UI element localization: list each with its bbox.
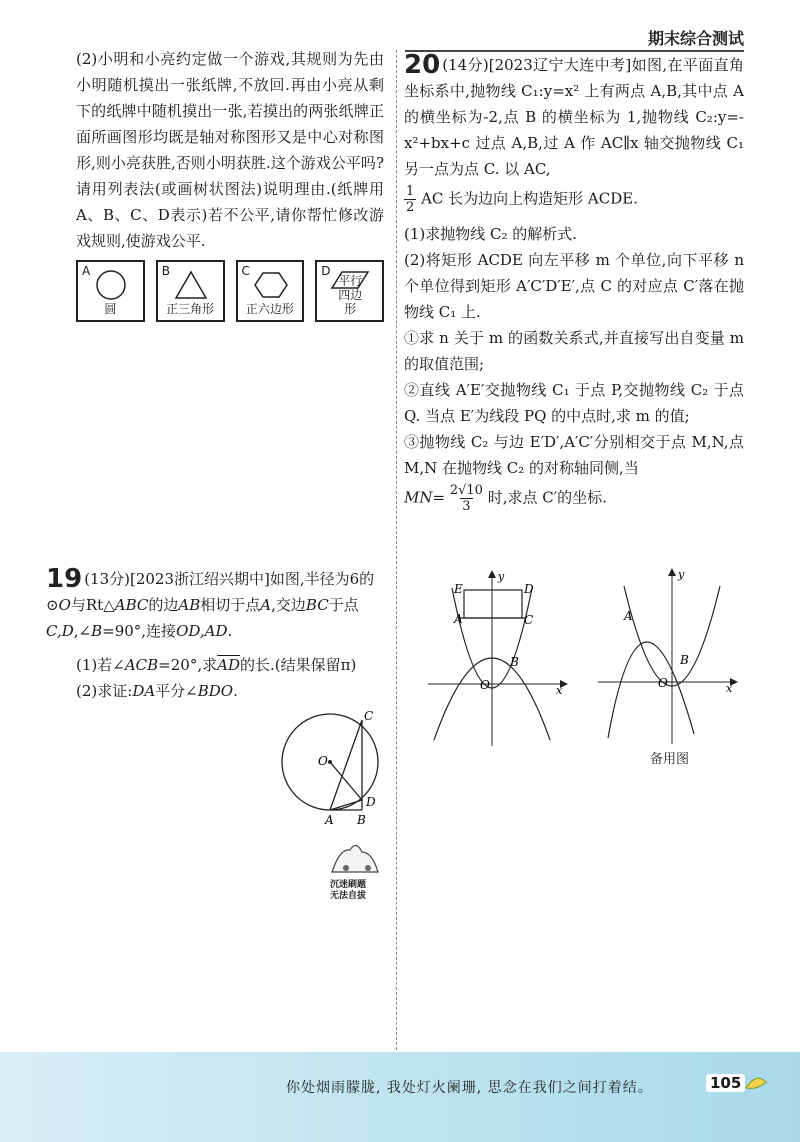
card-d-letter: D <box>321 264 331 278</box>
label-a: A <box>325 813 334 827</box>
doodle-sticker-icon <box>326 838 386 876</box>
q19-part1-text: 的长.(结果保留π) <box>239 656 357 674</box>
footer-band <box>0 1052 800 1142</box>
q20-number: 20 <box>404 50 441 80</box>
q19-var: DA <box>132 682 156 700</box>
card-a <box>76 260 145 322</box>
card-b-caption: 正三角形 <box>166 302 215 316</box>
card-a-caption: 圆 <box>104 302 117 316</box>
fig2-label-a: A <box>624 609 633 623</box>
q20-line1: 如图,在平面直角坐标系中,抛物线 C₁:y=x² 上有两点 A,B,其中点 A 的横坐标为-2,点 B 的横坐标为 1,抛物线 C₂:y=-x²+bx+c 过点 A,B,过 A 作 AC∥x 轴交抛物线 C₁ 另一点为点 C. 以 AC, <box>404 56 745 178</box>
fig2-label-b: B <box>680 653 689 667</box>
q19-stem-text: 于点 <box>328 596 359 614</box>
q19-var: C,D <box>46 622 74 640</box>
q20-sub3: ③抛物线 C₂ 与边 E′D′,A′C′分别相交于点 M,N,点 M,N 在抛物线 C₂ 的对称轴同侧,当 <box>404 433 744 477</box>
mn-label: MN= <box>404 488 446 507</box>
column-divider <box>396 50 397 1065</box>
sticker-line-2: 无法自拔 <box>330 891 367 901</box>
q20-sub2: ②直线 A′E′交抛物线 C₁ 于点 P,交抛物线 C₂ 于点 Q. 当点 E′为线段 PQ 的中点时,求 m 的值; <box>404 381 744 425</box>
q19-var: AB <box>178 596 201 614</box>
q19-part2-text: 平分∠ <box>155 682 198 700</box>
hexagon-icon <box>251 268 291 302</box>
q18-part2-block <box>76 46 384 322</box>
label-o: O <box>318 754 328 768</box>
q19-stem-text: 与Rt△ <box>70 596 115 614</box>
fig1-label-c: C <box>524 613 534 627</box>
arc-ad: $\overline{AD}$ <box>217 656 240 674</box>
question-20 <box>404 52 744 514</box>
mn-num: 2√10 <box>449 483 483 498</box>
fig2-label-y: y <box>678 568 685 581</box>
q19-stem-text: . <box>227 622 233 640</box>
q19-stem-text: 相切于点 <box>200 596 261 614</box>
q19-var: A <box>260 596 272 614</box>
fig1-label-d: D <box>524 582 534 596</box>
q20-sub1: ①求 n 关于 m 的函数关系式,并直接写出自变量 m 的取值范围; <box>404 329 744 373</box>
q19-part2-text: (2)求证: <box>76 682 133 700</box>
q19-var: ACB <box>124 656 159 674</box>
page-header-title: 期末综合测试 <box>647 29 744 48</box>
q20-stem <box>404 52 744 182</box>
card-d <box>315 260 384 322</box>
q19-var: BC <box>305 596 329 614</box>
q19-var: O <box>58 596 71 614</box>
q19-stem-text: =90°,连接 <box>102 622 177 640</box>
q19-figure <box>278 706 388 830</box>
q19-var: ABC <box>114 596 149 614</box>
q19-part2-text: . <box>233 682 238 700</box>
card-c-caption: 正六边形 <box>245 302 294 316</box>
q18-part2-text: (2)小明和小亮约定做一个游戏,其规则为先由小明随机摸出一张纸牌,不放回.再由小亮从剩下的纸牌中随机摸出一张,若摸出的两张纸牌正面所画图形均既是轴对称图形又是中心对称图形,则小亮获胜,否则小明获胜.这个游戏公平吗?请用列表法(或画树状图法)说明理由.(纸牌用A、B、C、D表示)若不公平,请你帮忙修改游戏规则,使游戏公平. <box>76 50 384 250</box>
q20-part1: (1)求抛物线 C₂ 的解析式. <box>404 225 578 243</box>
q20-meta: (14分)[2023辽宁大连中考] <box>442 56 632 74</box>
card-d-caption: 平行四边形 <box>338 274 363 316</box>
q19-var: OD,AD <box>176 622 228 640</box>
q19-stem-text: 的边 <box>148 596 179 614</box>
mn-tail: 时,求点 C′的坐标. <box>487 488 607 507</box>
fig1-label-b: B <box>510 655 519 669</box>
q20-figure-1 <box>428 568 570 746</box>
fig1-label-x: x <box>556 684 563 697</box>
card-row <box>76 260 384 322</box>
q20-frac-line <box>404 184 744 215</box>
label-b: B <box>357 813 366 827</box>
fig2-label-x: x <box>726 682 733 695</box>
fig2-label-o: O <box>658 676 668 690</box>
q19-var: B <box>91 622 103 640</box>
q19-stem-text: ,∠ <box>73 622 92 640</box>
q19-part1-text: =20°,求 <box>158 656 218 674</box>
label-d: D <box>366 795 376 809</box>
q19-stem <box>46 566 388 644</box>
card-c-letter: C <box>241 264 250 278</box>
q19-part2 <box>76 678 388 704</box>
footer-quote: 你处烟雨朦胧, 我处灯火阑珊, 思念在我们之间打着结。 <box>286 1080 653 1096</box>
q20-mn-line <box>404 483 744 514</box>
q19-number: 19 <box>46 564 83 594</box>
frac-den: 2 <box>406 200 415 215</box>
leaf-decoration-icon <box>744 1072 768 1092</box>
fig2-caption: 备用图 <box>650 752 690 767</box>
frac-num: 1 <box>406 184 415 199</box>
card-a-letter: A <box>82 264 91 278</box>
q19-stem-text: ,交边 <box>271 596 306 614</box>
q19-var: BDO <box>197 682 234 700</box>
sticker-caption <box>330 880 366 902</box>
mn-den: 3 <box>462 499 471 514</box>
q20-figure-2 <box>598 566 740 744</box>
fig1-label-a: A <box>454 612 463 626</box>
fraction-mn <box>450 483 483 514</box>
question-19 <box>46 566 388 704</box>
card-b-letter: B <box>161 264 170 278</box>
q20-part2: (2)将矩形 ACDE 向左平移 m 个单位,向下平移 n 个单位得到矩形 A′C′D′E′,点 C 的对应点 C′落在抛物线 C₁ 上. <box>404 251 744 321</box>
q19-meta: (13分)[2023浙江绍兴期中] <box>84 570 270 588</box>
sticker-line-1: 沉迷刷题 <box>330 880 367 890</box>
label-c: C <box>364 709 374 723</box>
card-b <box>156 260 225 322</box>
fig1-label-y: y <box>498 570 505 583</box>
circle-icon <box>91 268 131 302</box>
fig1-label-o: O <box>480 678 490 692</box>
fraction-half <box>404 184 416 215</box>
q19-part1-text: (1)若∠ <box>76 656 125 674</box>
fig1-label-e: E <box>454 582 463 596</box>
card-c <box>236 260 305 322</box>
q19-stem-text: 如图,半径为6的⊙ <box>46 570 375 614</box>
triangle-icon <box>171 268 211 302</box>
page-number: 105 <box>706 1074 745 1092</box>
q19-part1 <box>76 652 388 678</box>
q20-line2: AC 长为边向上构造矩形 ACDE. <box>421 189 638 208</box>
